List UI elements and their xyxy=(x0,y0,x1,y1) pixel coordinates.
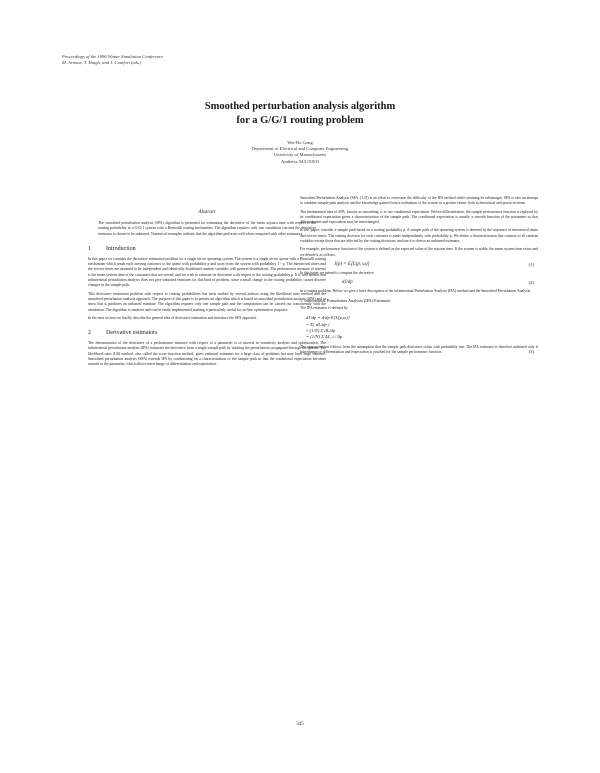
paragraph: In this paper we consider the derivative estimation problem for a single server queueing system. The system is a single server queue with a Bernoulli routing mechanism which sends each arriving customer to the queue with probability p and away from the system with probability 1 - p. The interarrival times and the service times are assumed to be independent and identically distributed random variables with general distributions. The performance measure of interest is the mean system time of the customers that are served, and we wish to estimate its derivative with respect to the routing probability p. It is well known that infinitesimal perturbation analysis does not give unbiased estimates for this kind of problem, since a small change in the routing probability causes discrete changes in the sample path. xyxy=(88,256,326,288)
paragraph: In the next section we briefly describe the general idea of derivative estimation and introduce the SPA approach. xyxy=(88,315,258,320)
section-title: Derivative estimators xyxy=(106,330,158,337)
equation-number: (2) xyxy=(528,280,534,286)
page-number: 345 xyxy=(296,722,304,727)
section-heading xyxy=(88,330,326,336)
title-line-1: Smoothed perturbation analysis algorithm xyxy=(204,101,396,112)
equation-line: dJ/dp = d/dp E[L(p,ω)] xyxy=(306,315,350,321)
paragraph: The fundamental idea of SPA, known as smoothing, is to use conditional expectation. Before differentiation, the sample performance function is replaced by its conditional expectation given a characterization of the sample path. The conditional expectation is usually a smooth function of the parameter so that differentiation and expectation may be interchanged. xyxy=(300,209,538,225)
paragraph: In this paper, consider a sample path based on a routing probability p. A sample path of the queueing system is denoted by the sequence of interarrival times and service times. The routing decision for each customer is made independently with probability p. We define a characterization that consists of all random variables except those that are affected by the routing decisions, and use it to derive an unbiased estimator. xyxy=(300,228,538,244)
proceedings-line: M. Arnoux, T. Haigh, and J. Comfort (eds.) xyxy=(62,60,142,66)
equation-body: J(p) = E[L(p, ω)] xyxy=(334,261,370,267)
section-number: 1 xyxy=(88,245,91,252)
paragraph: This derivative estimation problem with respect to routing probabilities has been studied by several authors using the likelihood ratio method and the smoothed perturbation analysis approach. The purpose of this paper is to present an algorithm which is based on smoothed perturbation analysis (SPA) and to show that it produces an unbiased estimate. The algorithm requires only one sample path and the computation can be carried out concurrently with the simulation. The algorithm is intuitive and can be easily implemented, making it particularly useful for on-line optimization purposes. xyxy=(88,291,326,312)
title-line-2: for a G/G/1 routing problem xyxy=(236,115,364,126)
section-number: 2 xyxy=(88,330,91,337)
proceedings-header xyxy=(62,54,322,67)
equation-line: = E[ dL/dp ] xyxy=(306,321,330,327)
abstract xyxy=(88,210,326,237)
author-block xyxy=(180,140,420,165)
right-column xyxy=(300,196,538,358)
left-column xyxy=(88,196,326,371)
author-name: Wei-Bo Gong xyxy=(287,140,313,145)
paragraph: in a routing problem. Below we give a brief description of the Infinitesimal Perturbation Analysis (IPA) method and the Smoothed Perturbation Analysis. xyxy=(300,289,531,294)
author-affiliation: Department of Electrical and Computer Engineering xyxy=(251,146,349,152)
paragraph: For example, performance function of the system is defined as the expected value of the sojourn time. If the system is stable, the mean system time exists and we denote it as follows. xyxy=(300,247,538,257)
author-affiliation: University of Massachusetts xyxy=(273,152,327,158)
equation-line: = (1/N) Σ ΔL_i / Δp xyxy=(306,334,343,340)
paragraph: The determination of the derivative of a performance measure with respect to a parameter is of interest in sensitivity analysis and optimization. The infinitesimal perturbation analysis (IPA) estimates the derivative from a single sample path by tracking the perturbations propagated through the system. The likelihood ratio (LR) method, also called the score function method, gives unbiased estimates for a large class of problems but may have large variance. Smoothed perturbation analysis (SPA) extends IPA by conditioning on a characterization of the sample path so that the conditional expectation becomes smooth in the parameter, which allows interchange of differentiation and expectation. xyxy=(88,341,326,367)
subsection-heading: 1. Infinitesimal Perturbation Analysis (IPA) Estimator xyxy=(300,297,391,303)
equation-body: dJ/dp xyxy=(342,280,353,286)
author-affiliation: Amherst, MA 01003 xyxy=(281,158,319,164)
proceedings-line: Proceedings of the 1996 Winter Simulation Conference xyxy=(62,54,164,59)
section-title: Introduction xyxy=(106,245,136,252)
abstract-text: The smoothed perturbation analysis (SPA) algorithm is presented for estimating the derivative of the mean sojourn time with respect to the routing probability in a G/G/1 system with a Bernoulli routing mechanism. The algorithm requires only one simulation run and the derivative estimator is shown to be unbiased. Numerical examples indicate that the algorithm performs well when compared with other estimators. xyxy=(98,221,316,236)
paragraph: The approximation follows from the assumption that the sample path derivative exists with probability one. The IPA estimator is therefore unbiased only if interchange of differentiation and expectation is justified for the sample performance function. xyxy=(300,344,538,355)
abstract-heading: Abstract xyxy=(198,210,216,215)
paragraph: Smoothed Perturbation Analysis (SPA, [1,5]) is an effort to overcome the difficulty of the IPA method while retaining its advantages. SPA is also an attempt to combine sample path analysis and the knowledge gained from a realization of the system to a greater extent, both in theoretical and practical terms. xyxy=(300,196,538,206)
equation-2 xyxy=(300,280,538,285)
equation-line: ≈ (1/N) Σ dL/dp xyxy=(306,328,336,334)
paragraph: The IPA estimator is defined by xyxy=(300,305,348,310)
equation-1 xyxy=(300,262,538,267)
section-heading xyxy=(88,246,326,252)
paper-title xyxy=(150,100,450,128)
equation-number: (3) xyxy=(528,349,534,355)
equation-number: (1) xyxy=(528,261,534,267)
paragraph: In this paper we intend to compute the derivative xyxy=(300,270,374,275)
